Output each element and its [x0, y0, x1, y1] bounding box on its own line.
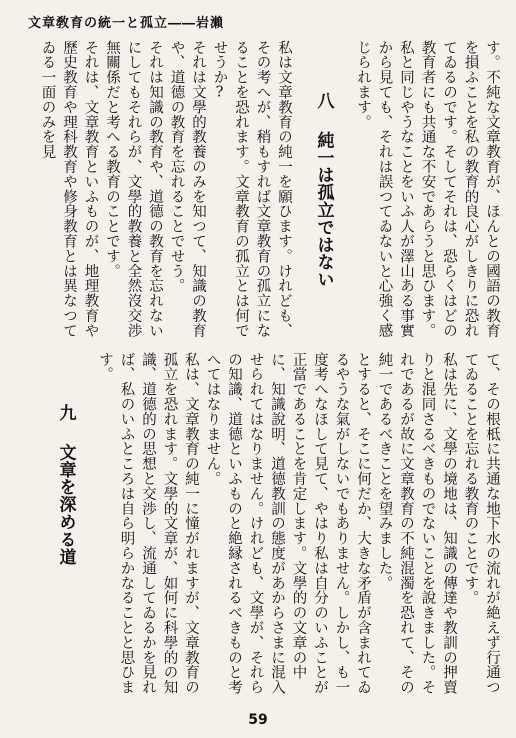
bottom-text-block [14, 352, 502, 704]
paragraph: 私は先に、文學の境地は、知識の傳達や教訓の押賣りと混同さるべきものでないことを說きました。それであるが故に文章教育の不純混濁を恐れて、その純一であるべきことを望みました。 [376, 352, 457, 695]
paragraph: それは知識の教育や、道德の教育を忘れないにしてもそれらが、文學的教養と全然沒交渉無關係だと考へる教育のことです。 [104, 40, 163, 338]
paragraph: す。不純な文章教育が、ほんとの國語の教育を損ふことを私の教育的良心がしきりに恐れてゐるのです。そしてそれは、恐らくはどの教育者にも共通な不安であらうと思ひます。私と同じやうなことをいふ人が澤山ある事實から見ても、それは誤つてゐないと心強く感じられます。 [355, 40, 500, 338]
top-text-block [14, 40, 502, 340]
running-header: 文章敎育の統一と孤立――岩瀨 [28, 16, 225, 31]
paragraph: て、その根柢に共通な地下水の流れが絶えず行通つてゐることを忘れる教育のことです。 [462, 352, 500, 695]
page-number: 59 [248, 712, 268, 728]
paragraph: それは、文章教育といふものが、地理教育や歷史教育や理科教育や修身教育とは異なつてゐる一面のみを見 [39, 40, 99, 338]
paragraph: とすると、そこに何だか、大きな矛盾が含まれてゐるやうな氣がしないでもありません。しかし、も一度考へなほして見て、やはり私は自分のいふことが正當であることを肯定します。文學的の文章の中に、知識說明、道德教訓の態度があからさまに混入せられてはなりません。けれども、文學が、それらの知識、道德といふものと絶縁されるべきものと考へてはなりません。 [204, 352, 371, 695]
section-heading-9 [54, 352, 76, 704]
paragraph: それは文學的教養のみを知つて、知識の教育や、道德の教育を忘れることでせう。 [168, 40, 206, 338]
heading-number: 八 [313, 92, 334, 110]
heading-title: 純一は孤立ではない [313, 131, 334, 289]
heading-title: 文章を深める道 [55, 443, 76, 566]
paragraph: 私は文章教育の純一を願ひます。けれども、その考へが、稍もすれば文章教育の孤立になることを恐れます。文章教育の孤立とは何でせうか? [211, 40, 292, 338]
section-heading-8 [312, 40, 334, 340]
paragraph: 私は、文章教育の純一に憧がれますが、文章教育の孤立を恐れます。文學的文章が、如何に科學的の知識、道德的の思想と交渉し、流通してゐるかを見れば、私のいふところは自ら明らかなることと思ひます。 [97, 352, 199, 695]
heading-number: 九 [55, 404, 76, 422]
